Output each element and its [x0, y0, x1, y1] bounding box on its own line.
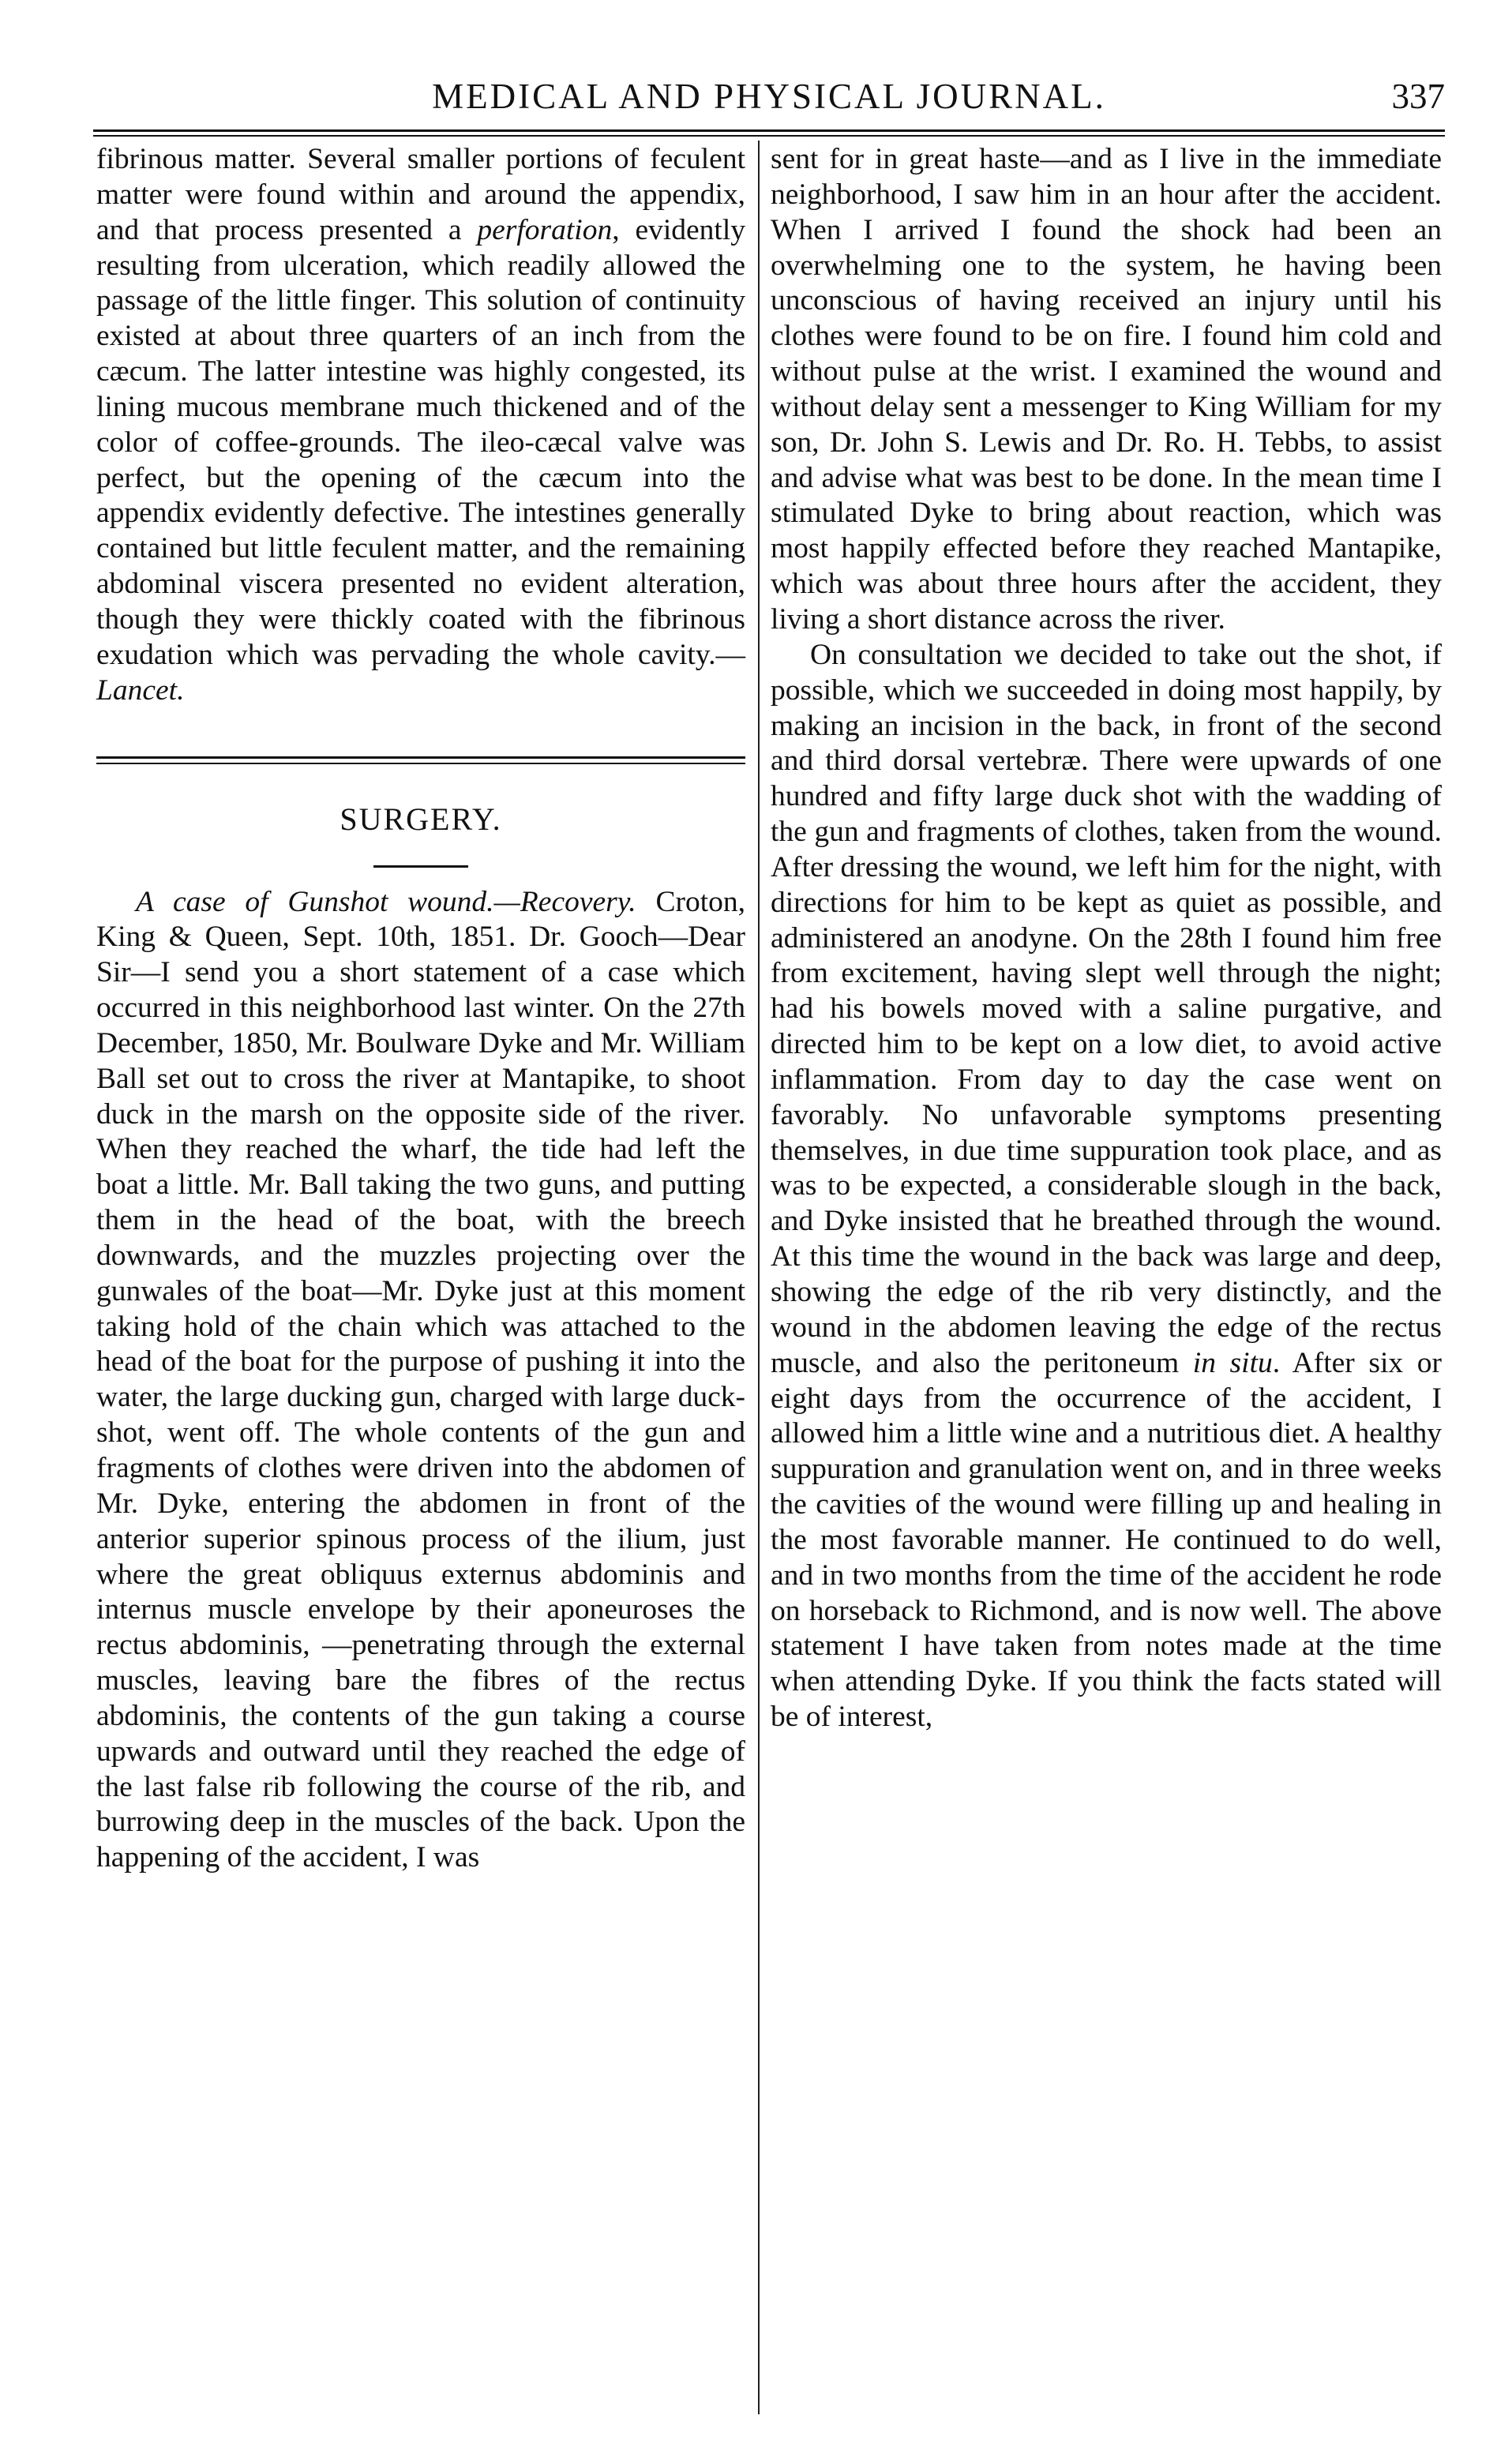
italic-term: in situ — [1192, 1346, 1273, 1379]
continuation-paragraph: sent for in great haste—and as I live in the immediate neighborhood, I saw him in an hour after the accident. When I arrived I found the shock had been an overwhelming one to the system, he having been unconscious of having received an injury until his clothes were found to be on fire. I found him cold and without pulse at the wrist. I examined the wound and without delay sent a messenger to King William for my son, Dr. John S. Lewis and Dr. Ro. H. Tebbs, to assist and advise what was best to be done. In the mean time I stimulated Dyke to bring about reaction, which was most happily effected before they reached Mantapike, which was about three hours after the accident, they living a short distance across the river. — [771, 143, 1442, 636]
running-header — [93, 73, 1445, 120]
column-divider — [758, 141, 760, 2414]
consultation-paragraph — [771, 638, 1442, 1735]
case-title: A case of Gunshot wound.—Recovery. — [136, 885, 636, 918]
paragraph-text: . After six or eight days from the occurrence of the accident, I allowed him a little wine and a nutritious diet. A healthy suppuration and granulation went on, and in three weeks the cavities of the wound were filling up and healing in the most favorable manner. He continued to do well, and in two months from the time of the accident he rode on horseback to Richmond, and is now well. The above statement I have taken from notes made at the time when attending Dyke. If you think the facts stated will be of interest, — [771, 1346, 1442, 1734]
header-rule — [93, 129, 1445, 137]
separator-rule — [96, 763, 745, 764]
page-number: 337 — [1391, 77, 1445, 116]
paragraph-text: Croton, King & Queen, Sept. 10th, 1851. Dr. Gooch—Dear Sir—I send you a short statement of a case which occurred in this neighborhood last winter. On the 27th December, 1850, Mr. Boulware Dyke and Mr. William Ball set out to cross the river at Mantapike, to shoot duck in the marsh on the opposite side of the river. When they reached the wharf, the tide had left the boat a little. Mr. Ball taking the two guns, and putting them in the head of the boat, with the breech downwards, and the muzzles projecting over the gunwales of the boat—Mr. Dyke just at this moment taking hold of the chain which was attached to the head of the boat for the purpose of pushing it into the water, the large ducking gun, charged with large duck-shot, went off. The whole contents of the gun and fragments of clothes were driven into the abdomen of Mr. Dyke, entering the abdomen in front of the anterior superior spinous process of the ilium, just where the great obliquus externus abdominis and internus muscle envelope by their aponeuroses the rectus abdominis, —penetrating through the external muscles, leaving bare the fibres of the rectus abdominis, the contents of the gun taking a course upwards and outward until they reached the edge of the last false rib following the course of the rib, and burrowing deep in the muscles of the back. Upon the happening of the accident, I was — [96, 885, 745, 1874]
italic-term: perforation — [477, 213, 613, 246]
heading-rule — [373, 865, 468, 868]
case-paragraph — [96, 885, 745, 1877]
separator-rule — [96, 756, 745, 759]
source-citation: Lancet. — [96, 673, 185, 707]
journal-title: MEDICAL AND PHYSICAL JOURNAL. — [432, 77, 1106, 116]
lancet-paragraph — [96, 142, 745, 709]
section-heading: SURGERY. — [340, 801, 502, 837]
section-separator — [96, 756, 745, 766]
paragraph-text: fibrinous matter. Several smaller portions of feculent matter were found within and around the appendix, and that process presented a — [96, 143, 745, 246]
left-column — [96, 142, 745, 1876]
right-column — [771, 142, 1442, 1735]
paragraph-text: On consultation we decided to take out the shot, if possible, which we succeeded in doing most happily, by making an incision in the back, in front of the second and third dorsal vertebræ. There were upwards of one hundred and fifty large duck shot with the wadding of the gun and fragments of clothes, taken from the wound. After dressing the wound, we left him for the night, with directions for him to be kept as quiet as possible, and administered an anodyne. On the 28th I found him free from excitement, having slept well through the night; had his bowels moved with a saline purgative, and directed him to be kept on a low diet, to avoid active inflammation. From day to day the case went on favorably. No unfavorable symptoms presenting themselves, in due time suppuration took place, and as was to be expected, a considerable slough in the back, and Dyke insisted that he breathed through the wound. At this time the wound in the back was large and deep, showing the edge of the rib very distinctly, and the wound in the abdomen leaving the edge of the rectus muscle, and also the peritoneum — [771, 638, 1442, 1379]
paragraph-text: , evidently resulting from ulceration, which readily allowed the passage of the little finger. This solution of continuity existed at about three quarters of an inch from the cæcum. The latter intestine was highly congested, its lining mucous membrane much thickened and of the color of coffee-grounds. The ileo-cæcal valve was perfect, but the opening of the cæcum into the appendix evidently defective. The intestines generally contained but little feculent matter, and the remaining abdominal viscera presented no evident alteration, though they were thickly coated with the fibrinous exudation which was pervading the whole cavity.— — [96, 213, 745, 671]
